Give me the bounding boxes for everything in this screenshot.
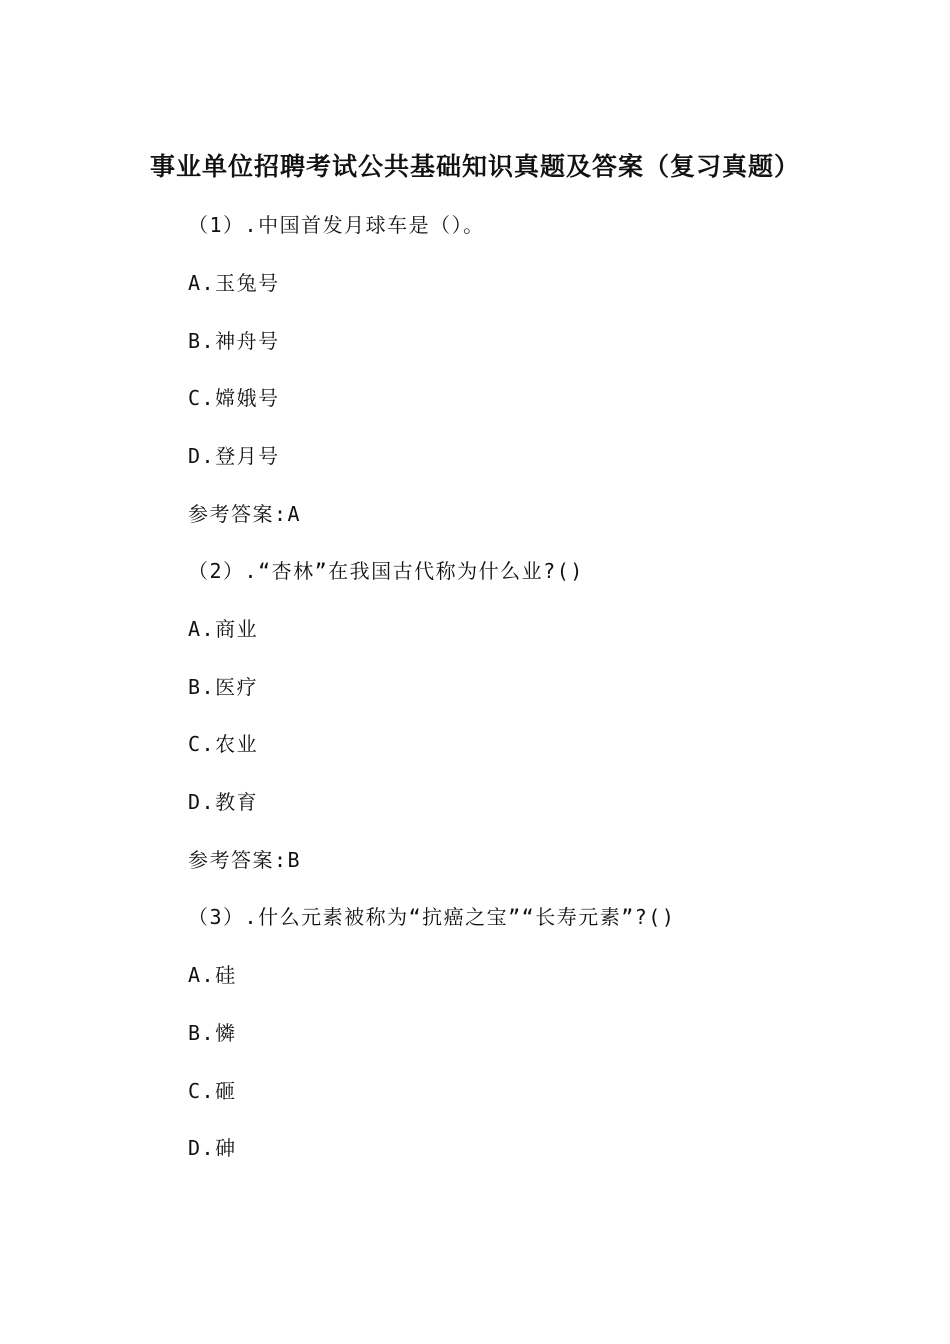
question-1-option-c: C.嫦娥号 bbox=[188, 386, 280, 410]
question-3-stem: （3）.什么元素被称为“抗癌之宝”“长寿元素”?() bbox=[188, 905, 676, 929]
question-3-option-a: A.硅 bbox=[188, 963, 237, 987]
question-3-option-d: D.砷 bbox=[188, 1136, 237, 1160]
question-1-option-b: B.神舟号 bbox=[188, 329, 280, 353]
question-2-option-a: A.商业 bbox=[188, 617, 259, 641]
document-title: 事业单位招聘考试公共基础知识真题及答案（复习真题） bbox=[149, 152, 800, 181]
question-2-option-c: C.农业 bbox=[188, 732, 259, 756]
question-2-option-d: D.教育 bbox=[188, 790, 259, 814]
question-1-stem: （1）.中国首发月球车是（）。 bbox=[188, 213, 485, 237]
question-1-option-a: A.玉兔号 bbox=[188, 271, 280, 295]
question-2-option-b: B.医疗 bbox=[188, 675, 259, 699]
question-2-answer: 参考答案:B bbox=[188, 848, 302, 872]
question-3-option-b: B.憐 bbox=[188, 1021, 237, 1045]
question-1-answer: 参考答案:A bbox=[188, 502, 302, 526]
question-3-option-c: C.砸 bbox=[188, 1079, 237, 1103]
question-2-stem: （2）.“杏林”在我国古代称为什么业?() bbox=[188, 559, 584, 583]
question-1-option-d: D.登月号 bbox=[188, 444, 280, 468]
